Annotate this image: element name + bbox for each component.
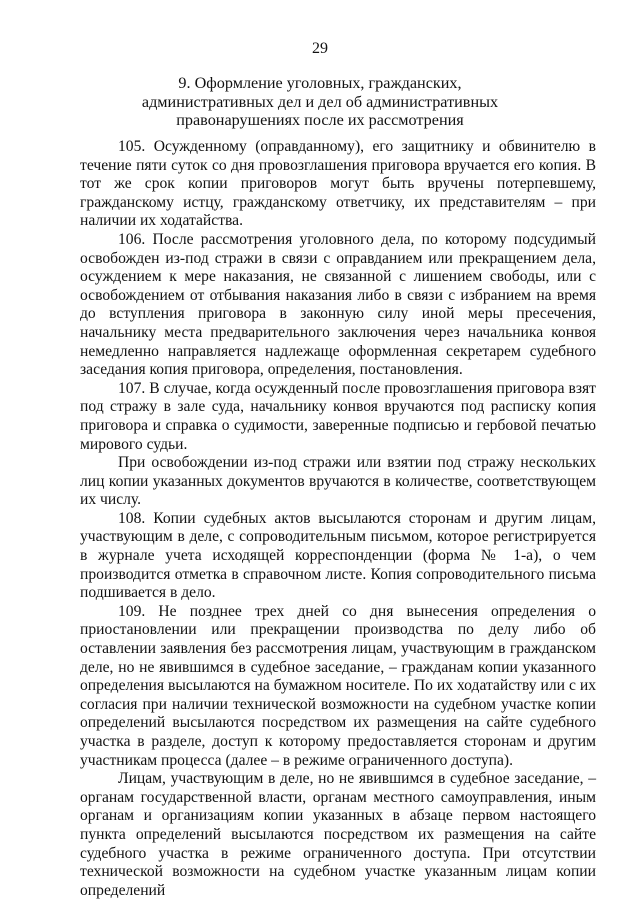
page-number: 29: [312, 40, 328, 57]
paragraph-107-continued: При освобождении из-под стражи или взятии под стражу нескольких лиц копии указанных документов вручаются в количестве, соответствующем их числу.: [80, 454, 596, 509]
paragraph-109-continued: Лицам, участвующим в деле, но не явившимся в судебное заседание, – органам государственной власти, органам местного самоуправления, иным органам и организациям копии указанных в абзаце первом настоящего пункта определений высылаются посредством их размещения на сайте судебного участка в режиме ограниченного доступа. При отсутствии технической возможности на судебном участке указанным лицам копии определений: [80, 770, 596, 899]
section-heading-line: 9. Оформление уголовных, гражданских,: [178, 74, 462, 92]
section-heading-line: административных дел и дел об административных: [141, 92, 499, 111]
document-body: [80, 138, 596, 900]
paragraph-106: 106. После рассмотрения уголовного дела, по которому подсудимый освобожден из-под стражи в связи с оправданием или прекращением дела, осуждением к мере наказания, не связанной с лишением свободы, или с освобождением от отбывания наказания либо в связи с избранием на время до вступления приговора в законную силу иной меры пресечения, начальнику места предварительного заключения через начальника конвоя немедленно направляется надлежаще оформленная секретарем судебного заседания копия приговора, определения, постановления.: [80, 230, 596, 379]
paragraph-107: 107. В случае, когда осужденный после провозглашения приговора взят под стражу в зале суда, начальнику конвоя вручаются под расписку копия приговора и справка о судимости, заверенные подписью и гербовой печатью мирового судьи.: [80, 379, 596, 453]
paragraph-108: 108. Копии судебных актов высылаются сторонам и другим лицам, участвующим в деле, с сопроводительным письмом, которое регистрируется в журнале учета исходящей корреспонденции (форма № 1-а), о чем производится отметка в справочном листе. Копия сопроводительного письма подшивается в дело.: [80, 509, 596, 602]
paragraph-109: 109. Не позднее трех дней со дня вынесения определения о приостановлении или прекращении производства по делу либо об оставлении заявления без рассмотрения лицам, участвующим в гражданском деле, но не явившимся в судебное заседание, – гражданам копии указанного определения высылаются на бумажном носителе. По их ходатайству или с их согласия при наличии технической возможности на судебном участке копии определений высылаются посредством их размещения на сайте судебного участка в разделе, доступ к которому предоставляется сторонам и другим участникам процесса (далее – в режиме ограниченного доступа).: [80, 602, 596, 769]
paragraph-105: 105. Осужденному (оправданному), его защитнику и обвинителю в течение пяти суток со дня провозглашения приговора вручается его копия. В тот же срок копии приговоров могут быть вручены потерпевшему, гражданскому истцу, гражданскому ответчику, их представителям – при наличии их ходатайства.: [80, 138, 596, 230]
section-heading-line: правонарушениях после их рассмотрения: [176, 111, 464, 129]
section-heading: [110, 74, 530, 130]
